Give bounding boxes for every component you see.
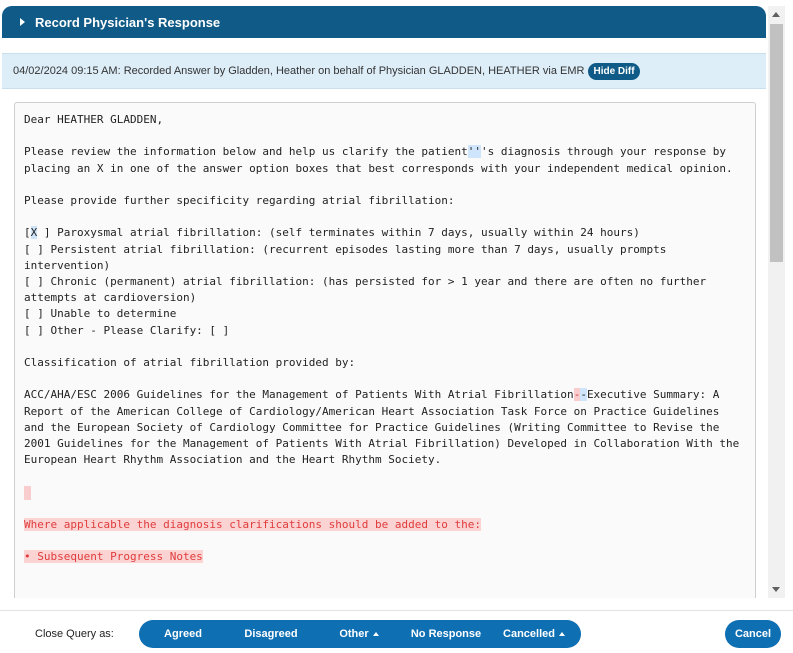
- other-button[interactable]: Other: [315, 620, 403, 648]
- cancelled-button[interactable]: Cancelled: [489, 620, 579, 648]
- diff-insert-dash: -: [580, 388, 587, 402]
- disagreed-button[interactable]: Disagreed: [244, 628, 298, 640]
- selected-mark: X: [30, 226, 38, 240]
- scroll-down-icon[interactable]: [772, 587, 780, 592]
- close-query-button-group: [139, 620, 581, 648]
- diff-remove: -: [573, 388, 581, 402]
- cancel-button[interactable]: Cancel: [725, 620, 781, 648]
- option-paroxysmal: [X ] Paroxysmal atrial fibrillation: (self terminates within 7 days, usually within 24 hours): [24, 226, 640, 240]
- question: Please provide further specificity regarding atrial fibrillation:: [24, 193, 455, 207]
- panel-title: Record Physician's Response: [35, 14, 221, 30]
- recorded-answer-bar: [2, 53, 766, 89]
- option-unable: [ ] Unable to determine: [24, 307, 177, 321]
- caret-right-icon[interactable]: [20, 18, 25, 26]
- recorded-answer-text: 04/02/2024 09:15 AM: Recorded Answer by Gladden, Heather on behalf of Physician GLADDEN, HEATHER via EMR: [13, 65, 585, 77]
- query-document: [14, 102, 756, 598]
- removed-line: Where applicable the diagnosis clarifications should be added to the:: [24, 517, 481, 531]
- diff-remove-block: [24, 486, 31, 500]
- scroll-thumb[interactable]: [770, 24, 783, 262]
- panel-header[interactable]: [2, 6, 766, 38]
- option-other: [ ] Other - Please Clarify: [ ]: [24, 323, 230, 337]
- caret-up-icon: [559, 632, 565, 636]
- scroll-up-icon[interactable]: [772, 12, 780, 17]
- close-query-label: Close Query as:: [35, 628, 114, 640]
- removed-bullet: • Subsequent Progress Notes: [24, 550, 203, 564]
- agreed-button[interactable]: Agreed: [164, 628, 202, 640]
- diff-insert: '': [467, 145, 481, 159]
- content-scroll-area: [0, 38, 768, 598]
- vertical-scrollbar[interactable]: [768, 6, 785, 598]
- classification-label: Classification of atrial fibrillation provided by:: [24, 355, 356, 369]
- hide-diff-button[interactable]: Hide Diff: [588, 63, 639, 80]
- footer-bar: [0, 610, 793, 653]
- citation: ACC/AHA/ESC 2006 Guidelines for the Management of Patients With Atrial Fibrillation--Executive Summary: A Report of the American College of Cardiology/American Heart Association Task Force on Practice Guidelines and the European Society of Cardiology Committee for Practice Guidelines (Writing Committee to Revise the 2001 Guidelines for the Management of Patients With Atrial Fibrillation) Developed in Collaboration With the European Heart Rhythm Association and the Heart Rhythm Society.: [24, 388, 746, 467]
- no-response-button[interactable]: No Response: [410, 628, 482, 640]
- removed-blank: [24, 485, 745, 501]
- intro-paragraph: Please review the information below and help us clarify the patient'''s diagnosis through your response by placing an X in one of the answer option boxes that best corresponds with your independent medical opinion.: [24, 145, 733, 175]
- caret-up-icon: [373, 632, 379, 636]
- greeting: Dear HEATHER GLADDEN,: [24, 113, 164, 126]
- option-chronic: [ ] Chronic (permanent) atrial fibrillation: (has persisted for > 1 year and there are often no further attempts at cardioversion): [24, 274, 713, 305]
- option-persistent: [ ] Persistent atrial fibrillation: (recurrent episodes lasting more than 7 days, usually prompts intervention): [24, 242, 674, 272]
